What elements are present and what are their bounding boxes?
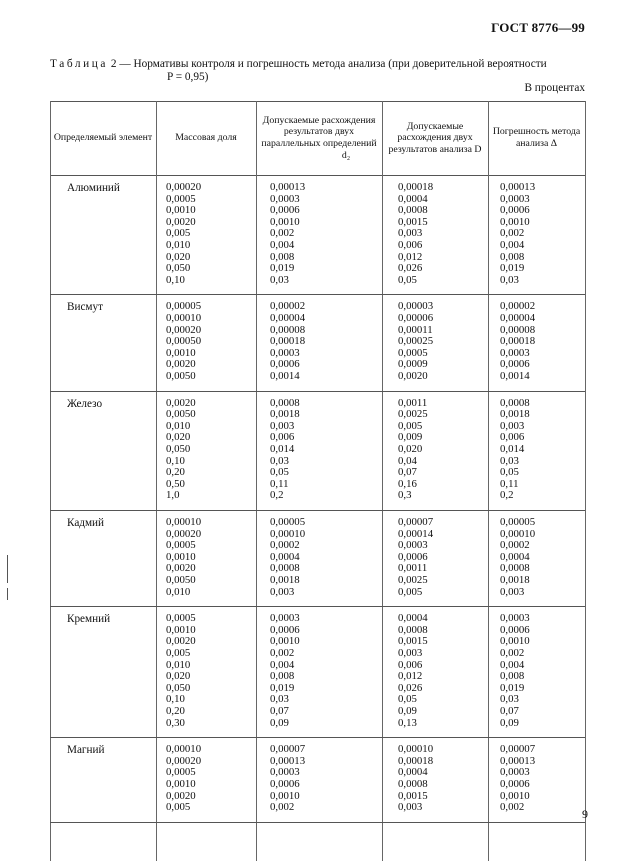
table-cell: 0,012 [398,670,423,683]
header-divider [50,175,585,176]
table-cell: 0,00018 [500,335,536,348]
element-name: Висмут [67,301,103,314]
element-name: Магний [67,744,105,757]
table-cell: 0,003 [398,801,423,814]
table-cell: 0,005 [398,585,423,598]
table-cell: 0,0008 [398,777,428,790]
mass-fraction-values [166,517,201,598]
D-values [398,744,433,814]
table-cell: 0,019 [270,262,295,275]
table-cell: 0,005 [398,419,423,432]
table-cell: 0,0025 [398,408,428,421]
table-cell: 0,00011 [398,323,433,336]
error-values [500,517,535,598]
table-cell: 0,2 [270,489,284,502]
table-cell: 0,008 [270,670,295,683]
table-cell: 0,0018 [500,408,530,421]
table-cell: 0,003 [270,585,295,598]
table-cell: 0,0003 [270,766,300,779]
table-cell: 0,0015 [398,789,428,802]
table-cell: 0,0018 [500,573,530,586]
scan-mark [7,555,8,583]
caption-number: 2 [110,58,117,70]
table-cell: 0,0004 [398,192,428,205]
table-caption [50,58,595,84]
table-cell: 0,002 [500,227,525,240]
mass-fraction-values [166,613,196,729]
table-cell: 0,03 [270,693,289,706]
table-cell: 0,0010 [166,777,196,790]
table-cell: 0,019 [270,681,295,694]
table-cell: 0,50 [166,477,185,490]
table-cell: 0,0003 [270,192,300,205]
table-cell: 0,010 [166,585,191,598]
table-cell: 0,0010 [166,204,196,217]
table-cell: 0,0011 [398,396,428,409]
table-cell: 0,00007 [500,743,536,756]
group-divider [50,606,585,607]
table-cell: 0,0008 [398,204,428,217]
group-divider [50,822,585,823]
table-cell: 0,0005 [166,192,196,205]
table-cell: 1,0 [166,489,180,502]
table-cell: 0,0003 [270,346,300,359]
table-cell: 0,00010 [166,311,202,324]
table-cell: 0,0011 [398,562,428,575]
table-cell: 0,020 [166,670,191,683]
table-cell: 0,00020 [166,181,202,193]
table-cell: 0,00018 [270,335,306,348]
table-cell: 0,0003 [500,192,530,205]
caption-title: — Нормативы контроля и погрешность метода анализа (при доверительной вероятности [119,58,547,70]
table-cell: 0,0010 [166,550,196,563]
table-cell: 0,0020 [398,369,428,382]
table-cell: 0,012 [398,250,423,263]
table-cell: 0,10 [166,693,185,706]
header-element: Определяемый элемент [53,132,153,144]
table-cell: 0,00008 [500,323,536,336]
table-cell: 0,0010 [270,789,300,802]
table-cell: 0,0050 [166,369,196,382]
table-cell: 0,00007 [270,743,306,756]
table-cell: 0,11 [500,477,519,490]
column-divider [256,101,257,861]
table-cell: 0,16 [398,477,417,490]
table-cell: 0,0008 [270,396,300,409]
table-cell: 0,0002 [270,539,300,552]
table-cell: 0,026 [398,681,423,694]
table-cell: 0,002 [270,801,295,814]
table-cell: 0,0006 [500,777,530,790]
mass-fraction-values [166,182,201,286]
table-cell: 0,00005 [270,516,306,528]
table-cell: 0,00025 [398,335,434,348]
table-cell: 0,006 [270,431,295,444]
table-cell: 0,00004 [270,311,306,324]
table-cell: 0,00013 [500,181,536,193]
table-cell: 0,0014 [270,369,300,382]
table-cell: 0,10 [166,454,185,467]
table-cell: 0,00018 [398,181,434,193]
table-cell: 0,004 [500,658,525,671]
table-cell: 0,0025 [398,573,428,586]
table-cell: 0,020 [398,442,423,455]
table-cell: 0,0010 [270,215,300,228]
table-cell: 0,0006 [270,204,300,217]
table-cell: 0,0020 [166,562,196,575]
d2-symbol: d₂ [341,149,351,161]
table-cell: 0,0018 [270,573,300,586]
table-cell: 0,0005 [166,766,196,779]
table-cell: 0,00050 [166,335,202,348]
table-cell: 0,09 [270,716,289,729]
table-cell: 0,010 [166,658,191,671]
d2-values [270,613,300,729]
error-values [500,301,535,382]
table-cell: 0,07 [270,704,289,717]
table-cell: 0,0010 [270,635,300,648]
table-cell: 0,13 [398,716,417,729]
table-cell: 0,00007 [398,516,434,528]
table-cell: 0,008 [500,670,525,683]
table-cell: 0,009 [398,431,423,444]
error-values [500,398,530,502]
d2-values [270,517,305,598]
table-cell: 0,0050 [166,408,196,421]
table-cell: 0,05 [398,273,417,286]
mass-fraction-values [166,398,196,502]
table-cell: 0,00010 [166,516,202,528]
table-cell: 0,006 [398,238,423,251]
table-cell: 0,006 [500,431,525,444]
scan-mark [7,588,8,600]
table-cell: 0,05 [270,466,289,479]
table-cell: 0,0010 [166,346,196,359]
table-cell: 0,0006 [500,623,530,636]
header-D: Допускаемые расхождения двух результатов анализа D [388,120,482,155]
table-cell: 0,00014 [398,527,434,540]
column-divider [50,101,51,861]
table-cell: 0,20 [166,466,185,479]
table-cell: 0,008 [500,250,525,263]
table-cell: 0,00010 [500,527,536,540]
table-cell: 0,04 [398,454,417,467]
table-cell: 0,014 [270,442,295,455]
table-cell: 0,0008 [270,562,300,575]
error-values [500,613,530,729]
table-cell: 0,00013 [270,754,306,767]
table-cell: 0,004 [270,658,295,671]
table-cell: 0,008 [270,250,295,263]
table-cell: 0,020 [166,250,191,263]
table-cell: 0,0004 [270,550,300,563]
table-cell: 0,010 [166,419,191,432]
table-cell: 0,03 [500,273,519,286]
table-cell: 0,0008 [398,623,428,636]
table-cell: 0,03 [270,454,289,467]
table-cell: 0,019 [500,262,525,275]
table-cell: 0,003 [398,227,423,240]
table-cell: 0,05 [500,466,519,479]
D-values [398,613,428,729]
table-cell: 0,00008 [270,323,306,336]
table-cell: 0,00003 [398,300,434,313]
table-cell: 0,0015 [398,215,428,228]
table-cell: 0,0003 [500,766,530,779]
table-cell: 0,003 [398,646,423,659]
table-cell: 0,0005 [166,612,196,625]
table-cell: 0,00010 [166,743,202,756]
table-cell: 0,0010 [166,623,196,636]
table-cell: 0,010 [166,238,191,251]
table-cell: 0,10 [166,273,185,286]
table-cell: 0,00006 [398,311,434,324]
table-cell: 0,0006 [270,623,300,636]
table-cell: 0,0010 [500,789,530,802]
table-cell: 0,05 [398,693,417,706]
table-cell: 0,0018 [270,408,300,421]
table-cell: 0,0008 [500,562,530,575]
group-divider [50,294,585,295]
D-values [398,301,433,382]
column-divider [382,101,383,861]
units-note: В процентах [524,82,585,94]
table-cell: 0,0003 [500,612,530,625]
header-d2: Допускаемые расхождения результатов двух параллельных определений d₂ [261,114,377,161]
table-cell: 0,019 [500,681,525,694]
element-name: Железо [67,397,103,410]
table-cell: 0,003 [270,419,295,432]
D-values [398,398,428,502]
d2-values [270,744,305,814]
table-cell: 0,00018 [398,754,434,767]
d2-values [270,398,300,502]
table-cell: 0,0003 [270,612,300,625]
error-values [500,744,535,814]
table-cell: 0,09 [500,716,519,729]
table-cell: 0,002 [500,646,525,659]
table-cell: 0,050 [166,262,191,275]
table-cell: 0,0005 [166,539,196,552]
table-cell: 0,09 [398,704,417,717]
table-cell: 0,050 [166,442,191,455]
group-divider [50,391,585,392]
table-cell: 0,0006 [270,777,300,790]
table-cell: 0,004 [500,238,525,251]
table-cell: 0,0010 [500,635,530,648]
table-cell: 0,00020 [166,323,202,336]
table-cell: 0,026 [398,262,423,275]
header-error: Погрешность метода анализа Δ [492,126,581,149]
table-cell: 0,014 [500,442,525,455]
mass-fraction-values [166,301,201,382]
table-cell: 0,00020 [166,527,202,540]
header-mass-fraction: Массовая доля [175,132,237,144]
table-cell: 0,00013 [500,754,536,767]
table-cell: 0,0003 [500,346,530,359]
table-cell: 0,0015 [398,635,428,648]
table-cell: 0,00010 [270,527,306,540]
mass-fraction-values [166,744,201,814]
error-values [500,182,535,286]
table-cell: 0,07 [500,704,519,717]
table-cell: 0,0009 [398,358,428,371]
table-cell: 0,3 [398,489,412,502]
table-cell: 0,0020 [166,358,196,371]
table-cell: 0,30 [166,716,185,729]
element-name: Кремний [67,613,111,626]
table-cell: 0,002 [500,801,525,814]
table-cell: 0,00005 [500,516,536,528]
table-cell: 0,006 [398,658,423,671]
table-cell: 0,002 [270,227,295,240]
table-cell: 0,0006 [500,204,530,217]
table-cell: 0,0008 [500,396,530,409]
table-cell: 0,0050 [166,573,196,586]
table-cell: 0,00004 [500,311,536,324]
table-cell: 0,005 [166,227,191,240]
table-cell: 0,0006 [500,358,530,371]
table-cell: 0,0020 [166,215,196,228]
d2-values [270,301,305,382]
element-name: Алюминий [67,182,120,194]
element-name: Кадмий [67,517,105,529]
table-cell: 0,07 [398,466,417,479]
table-cell: 0,0003 [398,539,428,552]
table-cell: 0,03 [500,454,519,467]
table-cell: 0,005 [166,801,191,814]
caption-label: Таблица [50,58,109,70]
table-cell: 0,003 [500,419,525,432]
table-cell: 0,00010 [398,743,434,756]
table-cell: 0,020 [166,431,191,444]
table-cell: 0,0020 [166,635,196,648]
table-cell: 0,0010 [500,215,530,228]
table-cell: 0,0002 [500,539,530,552]
column-divider [488,101,489,861]
table-cell: 0,0014 [500,369,530,382]
table-cell: 0,2 [500,489,514,502]
group-divider [50,737,585,738]
caption-title-cont: P = 0,95) [167,71,209,83]
table-cell: 0,00002 [270,300,306,313]
table-cell: 0,20 [166,704,185,717]
table-cell: 0,004 [270,238,295,251]
table-cell: 0,0004 [500,550,530,563]
table-cell: 0,002 [270,646,295,659]
table-cell: 0,0004 [398,766,428,779]
table-cell: 0,003 [500,585,525,598]
table-cell: 0,050 [166,681,191,694]
standard-code: ГОСТ 8776—99 [491,20,585,35]
d2-values [270,182,305,286]
table-cell: 0,11 [270,477,289,490]
table-cell: 0,03 [270,273,289,286]
table-cell: 0,00020 [166,754,202,767]
table-cell: 0,03 [500,693,519,706]
table-cell: 0,00013 [270,181,306,193]
group-divider [50,510,585,511]
column-divider [585,101,586,861]
table-cell: 0,0005 [398,346,428,359]
table-cell: 0,0020 [166,789,196,802]
table-cell: 0,0006 [398,550,428,563]
column-divider [156,101,157,861]
table-cell: 0,00005 [166,300,202,313]
page-number: 9 [582,807,588,821]
table-cell: 0,0006 [270,358,300,371]
D-values [398,517,433,598]
table-cell: 0,0020 [166,396,196,409]
table-cell: 0,0004 [398,612,428,625]
table-cell: 0,005 [166,646,191,659]
D-values [398,182,433,286]
table-cell: 0,00002 [500,300,536,313]
